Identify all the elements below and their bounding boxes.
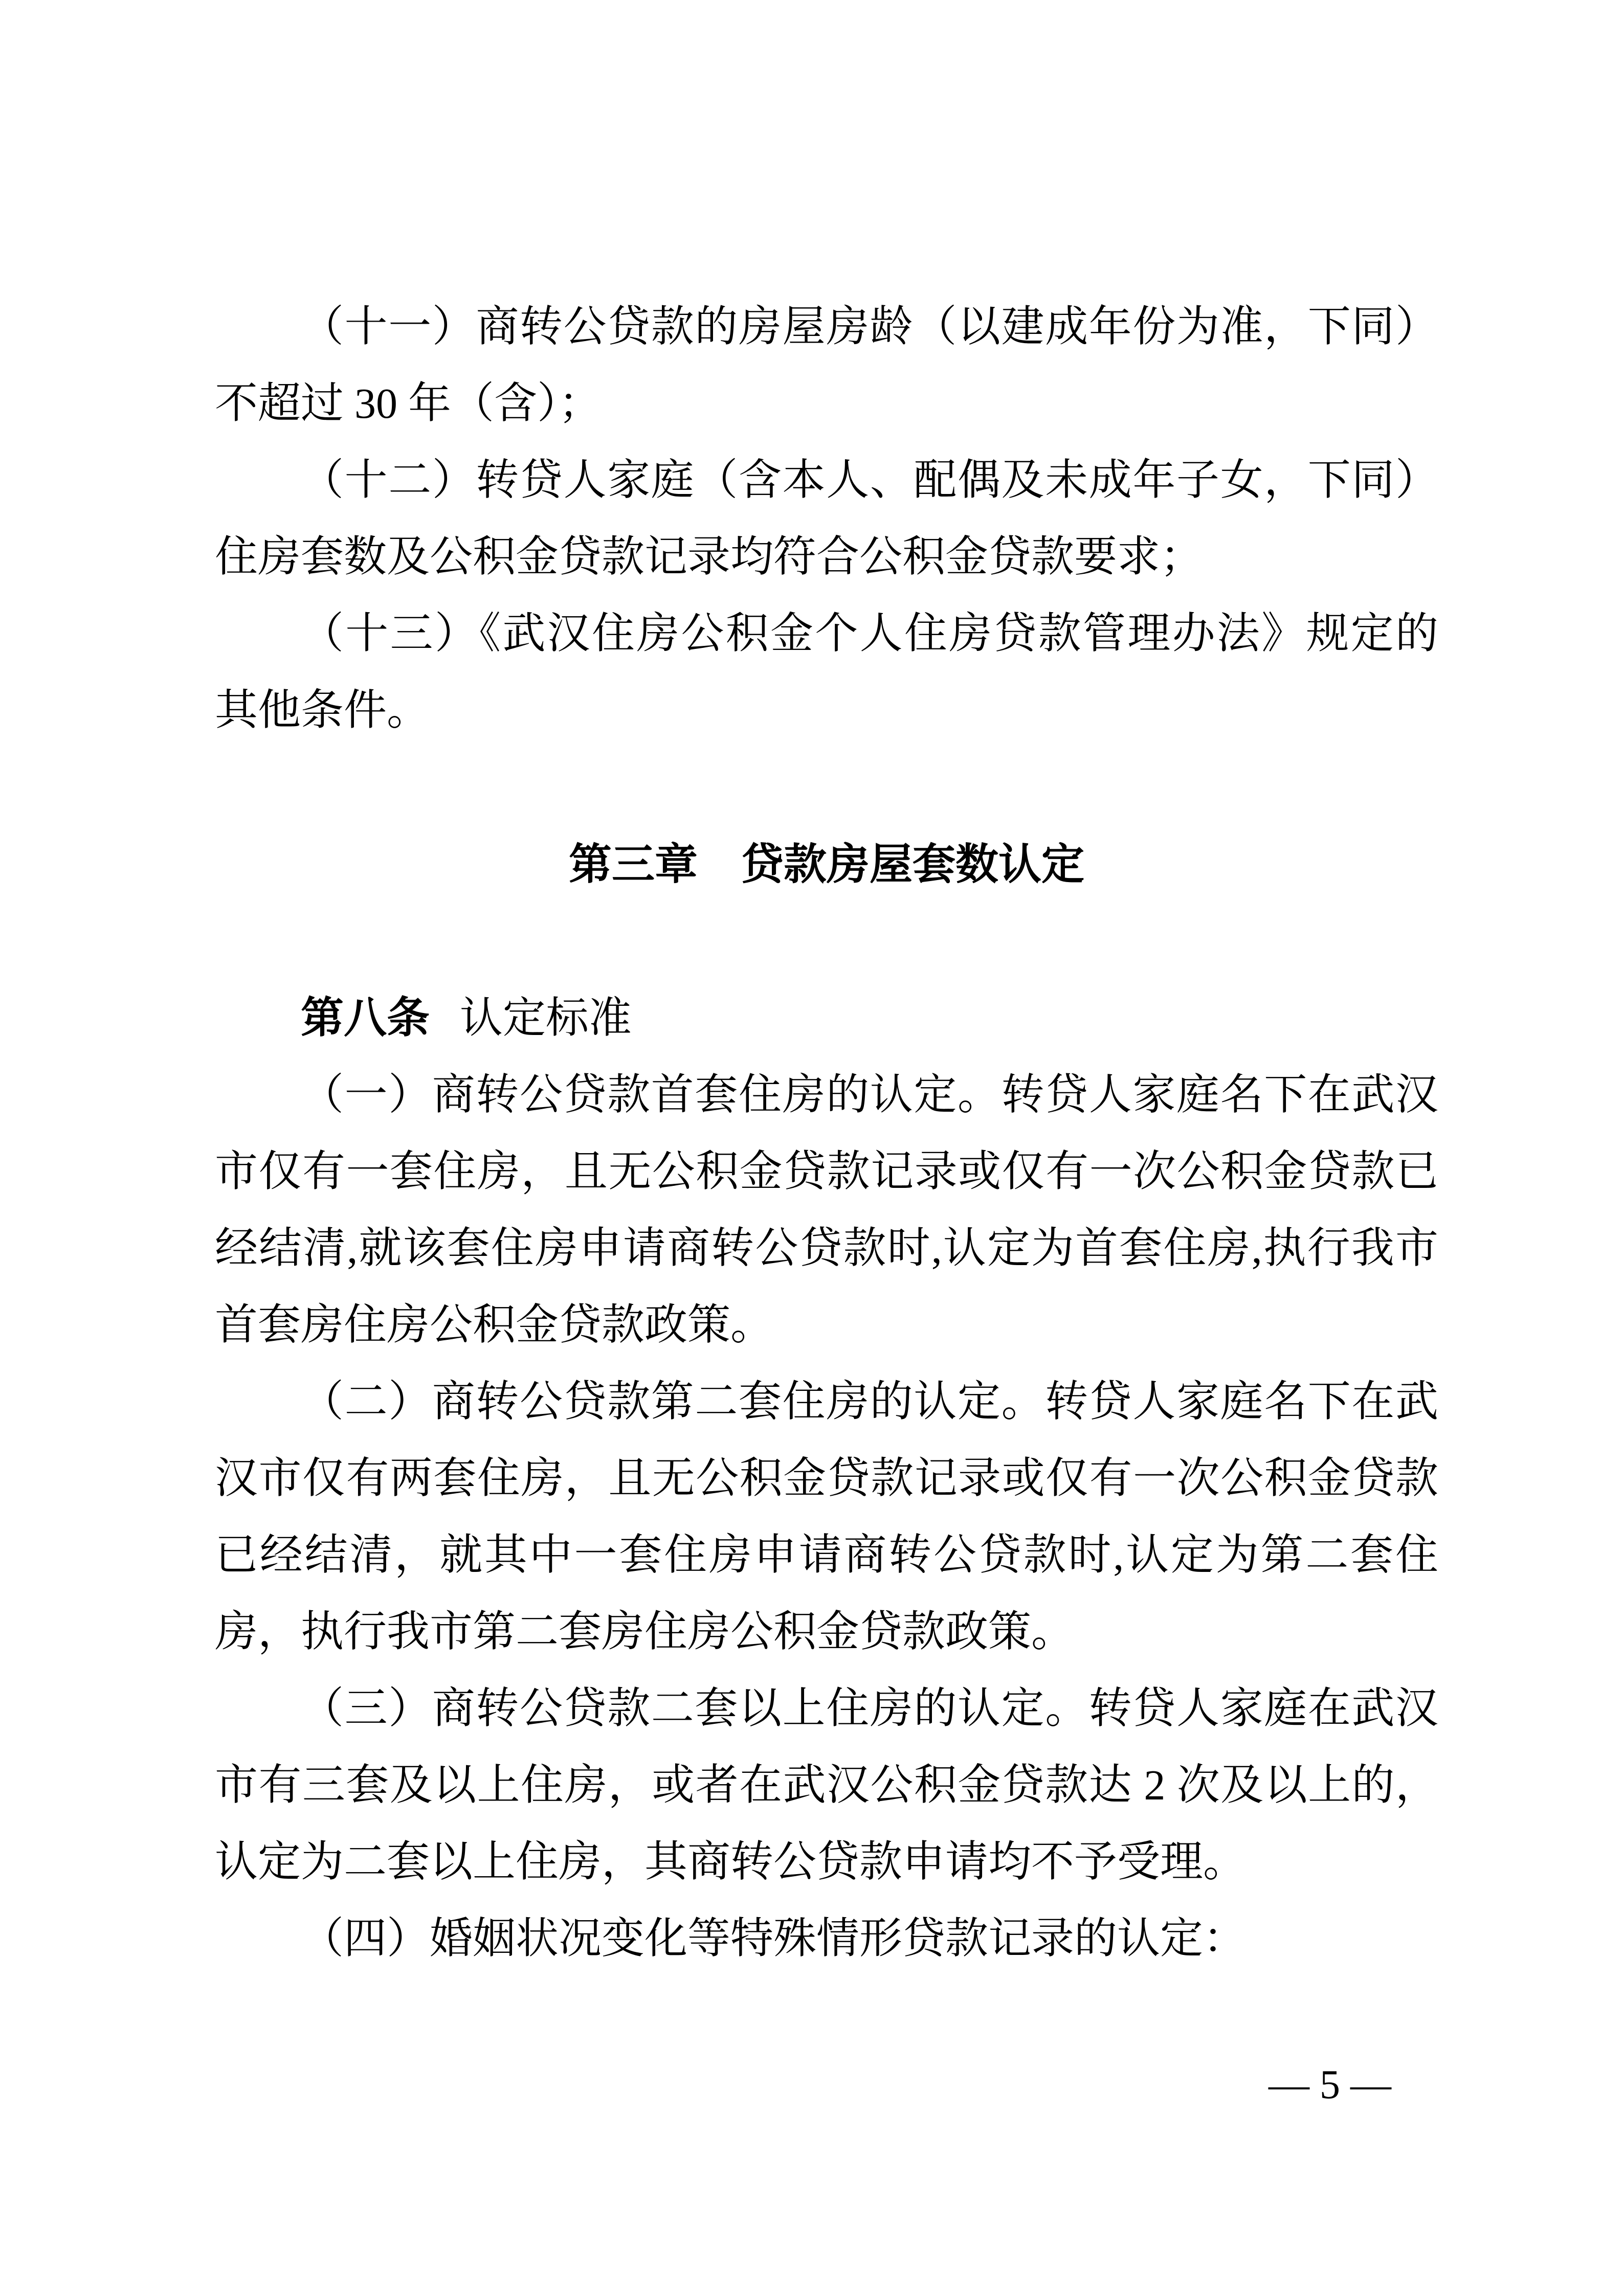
chapter-3-heading: 第三章 贷款房屋套数认定: [568, 840, 1084, 888]
clause-item-11: （十一）商转公贷款的房屋房龄（以建成年份为准，下同）不超过 30 年（含）；: [215, 303, 1438, 427]
recognition-item-4-marital-status: （四）婚姻状况变化等特殊情形贷款记录的认定：: [301, 1915, 1247, 1963]
article-8-paragraph: [215, 979, 1438, 1057]
document-body: [215, 289, 1438, 1977]
recognition-item-3-above-two-homes: （三）商转公贷款二套以上住房的认定。转贷人家庭在武汉市有三套及以上住房，或者在武汉公积金贷款达 2 次及以上的，认定为二套以上住房，其商转公贷款申请均不予受理。: [215, 1685, 1438, 1886]
clause-item-13: （十三）《武汉住房公积金个人住房贷款管理办法》规定的其他条件。: [215, 610, 1438, 734]
clause-item-12: （十二）转贷人家庭（含本人、配偶及未成年子女，下同）住房套数及公积金贷款记录均符合公积金贷款要求；: [215, 457, 1438, 581]
article-8-number: 第八条: [301, 994, 430, 1042]
recognition-item-1-first-home: （一）商转公贷款首套住房的认定。转贷人家庭名下在武汉市仅有一套住房，且无公积金贷款记录或仅有一次公积金贷款已经结清,就该套住房申请商转公贷款时,认定为首套住房,执行我市首套房住房公积金贷款政策。: [215, 1071, 1438, 1349]
article-8-title: 认定标准: [459, 995, 632, 1042]
recognition-item-2-second-home: （二）商转公贷款第二套住房的认定。转贷人家庭名下在武汉市仅有两套住房，且无公积金贷款记录或仅有一次公积金贷款已经结清，就其中一套住房申请商转公贷款时,认定为第二套住房，执行我市第二套房住房公积金贷款政策。: [215, 1378, 1438, 1656]
page-number: — 5 —: [1269, 2062, 1391, 2107]
